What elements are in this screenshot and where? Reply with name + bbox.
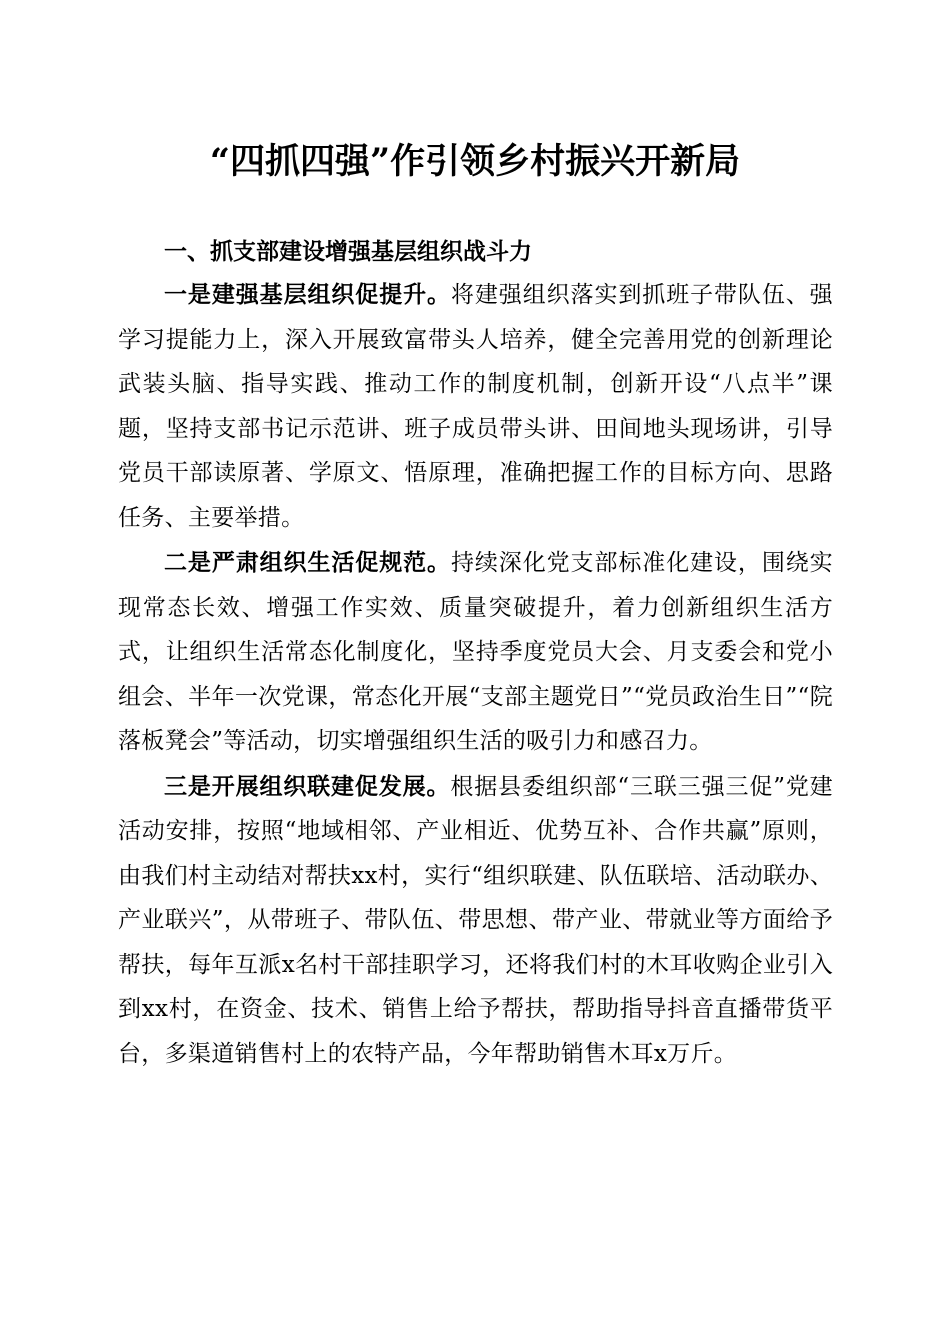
paragraph-text: 持续深化党支部标准化建设，围绕实现常态长效、增强工作实效、质量突破提升，着力创新组织生活方式，让组织生活常态化制度化，坚持季度党员大会、月支委会和党小组会、半年一次党课，常态化开展“支部主题党日”“党员政治生日”“院落板凳会”等活动，切实增强组织生活的吸引力和感召力。 <box>118 550 833 754</box>
paragraph-text: 将建强组织落实到抓班子带队伍、强学习提能力上，深入开展致富带头人培养，健全完善用党的创新理论武装头脑、指导实践、推动工作的制度机制，创新开设“八点半”课题，坚持支部书记示范讲、班子成员带头讲、田间地头现场讲，引导党员干部读原著、学原文、悟原理，准确把握工作的目标方向、思路任务、主要举措。 <box>118 282 833 531</box>
paragraph-lead: 一是建强基层组织促提升。 <box>164 281 451 308</box>
paragraph <box>118 765 833 1077</box>
section-heading: 一、抓支部建设增强基层组织战斗力 <box>164 239 532 265</box>
paragraph <box>118 273 833 540</box>
paragraph-lead: 二是严肃组织生活促规范。 <box>164 549 451 576</box>
document-title: “四抓四强”作引领乡村振兴开新局 <box>209 141 741 182</box>
document-body <box>118 232 833 1076</box>
paragraph-lead: 三是开展组织联建促发展。 <box>164 772 451 800</box>
paragraph <box>118 541 833 764</box>
paragraph-text: 根据县委组织部“三联三强三促”党建活动安排，按照“地域相邻、产业相近、优势互补、合作共赢”原则，由我们村主动结对帮扶xx村，实行“组织联建、队伍联培、活动联办、产业联兴”，从带班子、带队伍、带思想、带产业、带就业等方面给予帮扶，每年互派x名村干部挂职学习，还将我们村的木耳收购企业引入到xx村，在资金、技术、销售上给予帮扶，帮助指导抖音直播带货平台，多渠道销售村上的农特产品，今年帮助销售木耳x万斤。 <box>118 773 833 1067</box>
